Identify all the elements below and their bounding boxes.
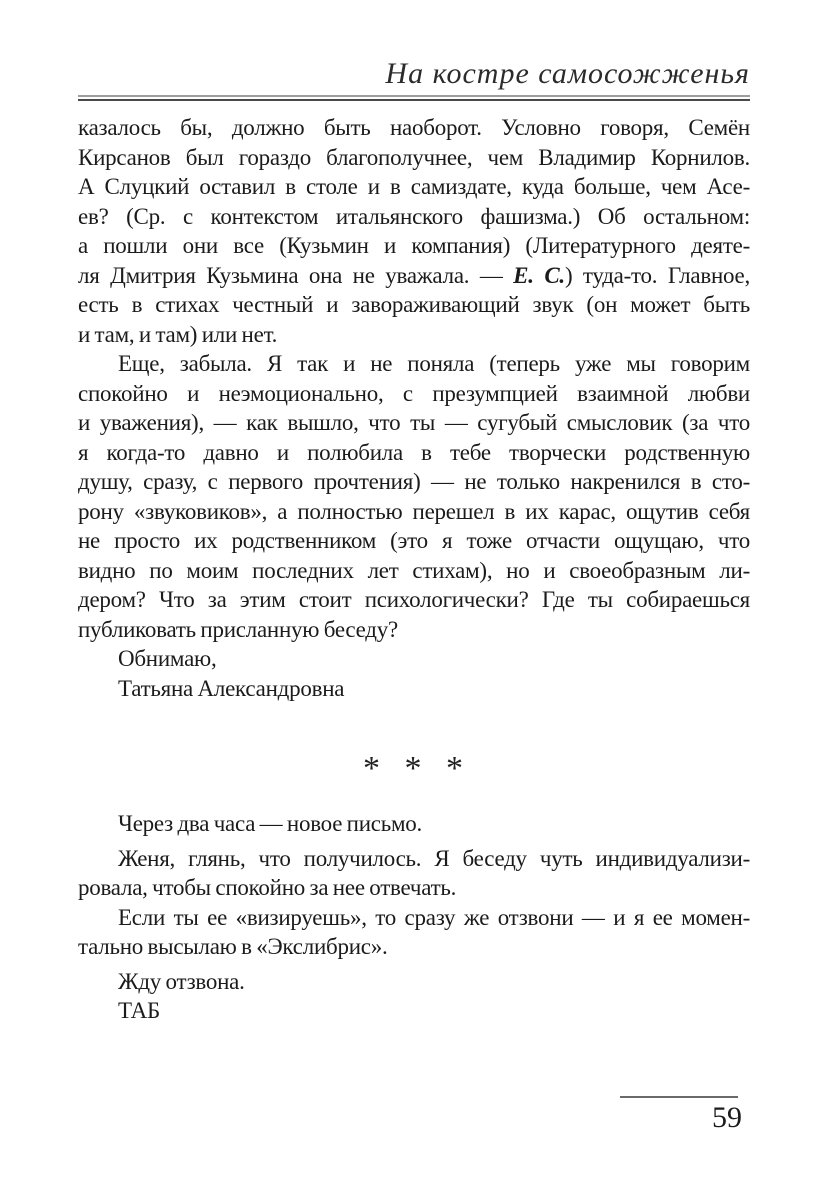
footer-rule <box>620 1096 738 1098</box>
text-line: казалось бы, должно быть наоборот. Условно говоря, Семён <box>78 115 750 140</box>
paragraph <box>78 644 750 674</box>
text-line: тально высылаю в «Экслибрис». <box>78 934 388 959</box>
postscript-section <box>78 809 750 1026</box>
paragraph <box>78 967 750 997</box>
text-line: Обнимаю, <box>118 646 217 671</box>
text-line: Женя, глянь, что получилось. Я беседу чуть индивидуализи- <box>118 845 750 871</box>
paragraph <box>78 903 750 962</box>
letter-body-section <box>78 113 750 703</box>
text-line: публиковать присланную беседу? <box>78 616 398 642</box>
text-line: А Слуцкий оставил в столе и в самиздате, куда больше, чем Асе- <box>78 174 750 199</box>
text-line: Если ты ее «визируешь», то сразу же отзвони — и я ее момен- <box>118 904 750 930</box>
text-line: видно по моим последних лет стихам), но и своеобразным ли- <box>78 557 750 583</box>
paragraph <box>78 844 750 903</box>
page-number: 59 <box>712 1101 742 1134</box>
text-line: и уважения), — как вышло, что ты — сугубый смысловик (за что <box>78 410 750 435</box>
page-text-column <box>78 113 750 1026</box>
running-title: На костре самосожженья <box>385 57 750 90</box>
text-line: рону «звуковиков», а полностью перешел в их карас, ощутив себя <box>78 498 750 524</box>
editor-initials: Е. С. <box>513 262 565 288</box>
text-line: не просто их родственником (это я тоже отчасти ощущаю, что <box>78 528 750 553</box>
header-rule <box>78 95 750 101</box>
text-line: ля Дмитрия Кузьмина она не уважала. — Е. С.) туда-то. Главное, <box>78 262 751 288</box>
paragraph <box>78 996 750 1026</box>
text-line: ев? (Ср. с контекстом итальянского фашизма.) Об остальном: <box>78 203 750 229</box>
text-line: спокойно и неэмоционально, с презумпцией взаимной любви <box>78 380 750 406</box>
paragraph <box>78 113 750 349</box>
paragraph <box>78 349 750 644</box>
text-line: Жду отзвона. <box>118 968 245 994</box>
text-line: ТАБ <box>118 998 160 1023</box>
asterisk-separator: * * * <box>363 750 465 787</box>
text-line: а пошли они все (Кузьмин и компания) (Литературного деяте- <box>78 233 750 258</box>
text-line: ровала, чтобы спокойно за нее отвечать. <box>78 875 457 900</box>
running-header <box>78 56 750 92</box>
text-line: дером? Что за этим стоит психологически? Где ты собираешься <box>78 587 750 612</box>
text-line: я когда-то давно и полюбила в тебе творчески родственную <box>78 439 750 465</box>
text-line: Татьяна Александровна <box>118 675 345 701</box>
paragraph <box>78 674 750 704</box>
text-line: Через два часа — новое письмо. <box>118 811 423 836</box>
paragraph <box>78 809 750 839</box>
text-line: есть в стихах честный и завораживающий звук (он может быть <box>78 292 750 317</box>
text-line: душу, сразу, с первого прочтения) — не только накренился в сто- <box>78 469 750 494</box>
text-line: Еще, забыла. Я так и не поняла (теперь уже мы говорим <box>118 351 750 376</box>
text-line: Кирсанов был гораздо благополучнее, чем Владимир Корнилов. <box>78 144 750 170</box>
text-line: и там, и там) или нет. <box>78 321 278 347</box>
